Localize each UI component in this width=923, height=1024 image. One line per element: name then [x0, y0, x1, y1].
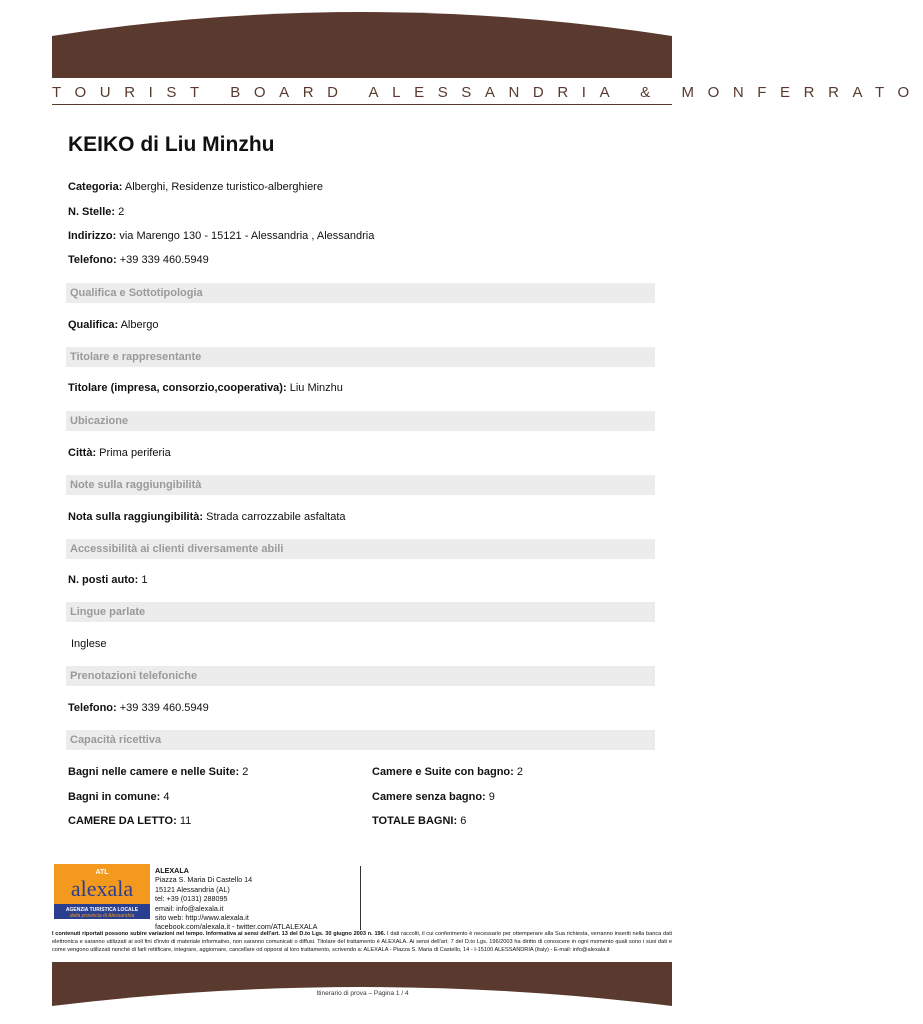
qualifica-row: Qualifica: Albergo [68, 319, 159, 331]
titolare-row: Titolare (impresa, consorzio,cooperativa): Liu Minzhu [68, 382, 343, 394]
footer-divider [360, 866, 361, 930]
footer-contact [155, 866, 317, 932]
citta-row: Città: Prima periferia [68, 447, 171, 459]
page-number: Itinerario di prova – Pagina 1 / 4 [316, 990, 409, 997]
tourist-board-title: TOURIST BOARD ALESSANDRIA & MONFERRATO [52, 84, 923, 101]
prenotazioni-telefono-row: Telefono: +39 339 460.5949 [68, 702, 209, 714]
camere-suite-bagno-row: Camere e Suite con bagno: 2 [372, 766, 523, 778]
section-prenotazioni: Prenotazioni telefoniche [66, 666, 655, 686]
posti-auto-row: N. posti auto: 1 [68, 574, 148, 586]
footer-web[interactable]: sito web: http://www.alexala.it [155, 913, 249, 923]
section-titolare: Titolare e rappresentante [66, 347, 655, 367]
categoria-row: Categoria: Alberghi, Residenze turistico-alberghiere [68, 181, 323, 193]
bagni-camere-row: Bagni nelle camere e nelle Suite: 2 [68, 766, 249, 778]
header-rule [52, 104, 672, 105]
footer-band [52, 962, 672, 1006]
telefono-row: Telefono: +39 339 460.5949 [68, 254, 209, 266]
footer-email[interactable]: email: info@alexala.it [155, 903, 224, 913]
section-ubicazione: Ubicazione [66, 411, 655, 431]
footer-org: ALEXALA [155, 866, 189, 875]
page-title: KEIKO di Liu Minzhu [68, 133, 275, 156]
footer-tel: tel: +39 (0131) 288095 [155, 894, 228, 904]
footer-disclaimer: I contenuti riportati possono subire variazioni nel tempo. Informativa ai sensi dell'art. 13 del D.to Lgs. 30 giugno 2003 n. 196. I dati raccolti, il cui conferimento è necessario per ottemperare alla Sua richiesta, verranno inseriti nella banca dati elettronica e saranno utilizzati ai soli fini d'invio di materiale informativo, non saranno comunicati o diffusi. Titolare del trattamento è ALEXALA. Ai sensi dell'art. 7 del D.to Lgs. 196/2003 ha diritto di conoscere in ogni momento quali sono i suoi dati e come vengono utilizzati nonché di farli rettificare, integrare, aggiornare, cancellare od opporsi al loro trattamento, scrivendo a: ALEXALA - Piazza S. Maria di Castello, 14 - I-15100 ALESSANDRIA (Italy) - E-mail: info@alexala.it [52, 931, 672, 953]
logo-tagline2: della provincia di Alessandria [69, 913, 135, 919]
nota-row: Nota sulla raggiungibilità: Strada carrozzabile asfaltata [68, 511, 346, 523]
alexala-logo [54, 864, 150, 919]
section-capacita: Capacità ricettiva [66, 730, 655, 750]
totale-bagni-row: TOTALE BAGNI: 6 [372, 815, 467, 827]
footer-address1: Piazza S. Maria Di Castello 14 [155, 875, 253, 885]
camere-letto-row: CAMERE DA LETTO: 11 [68, 815, 192, 827]
logo-tagline1: AGENZIA TURISTICA LOCALE [65, 907, 139, 913]
indirizzo-row: Indirizzo: via Marengo 130 - 15121 - Alessandria , Alessandria [68, 230, 375, 242]
footer-social[interactable]: facebook.com/alexala.it - twitter.com/ATLALEXALA [155, 922, 318, 932]
section-lingue: Lingue parlate [66, 602, 655, 622]
section-qualifica: Qualifica e Sottotipologia [66, 283, 655, 303]
header-band [52, 0, 672, 78]
lingue-row: Inglese [71, 638, 107, 650]
logo-atl: ATL [95, 869, 109, 876]
bagni-comune-row: Bagni in comune: 4 [68, 791, 170, 803]
footer-address2: 15121 Alessandria (AL) [155, 884, 230, 894]
camere-senza-bagno-row: Camere senza bagno: 9 [372, 791, 495, 803]
section-accessibilita: Accessibilità ai clienti diversamente abili [66, 539, 655, 559]
stelle-row: N. Stelle: 2 [68, 206, 125, 218]
section-note: Note sulla raggiungibilità [66, 475, 655, 495]
logo-name: alexala [70, 876, 134, 901]
